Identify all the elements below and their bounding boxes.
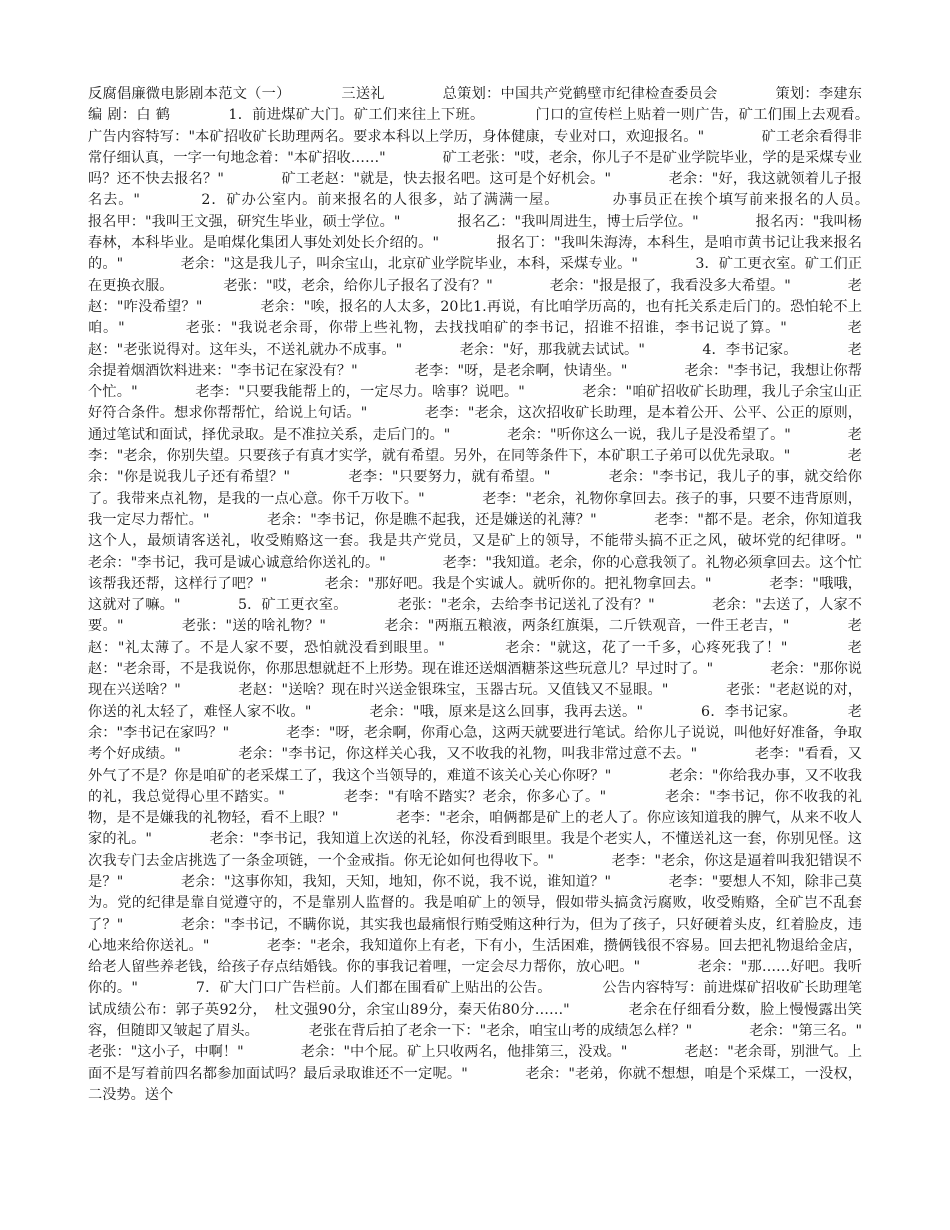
screenplay-body-text: 反腐倡廉微电影剧本范文（一） 三送礼 总策划：中国共产党鹤壁市纪律检查委员会 策划：李建东 编 剧：白 鹤 1．前进煤矿大门。矿工们来往上下班。 门口的宣传栏上贴着一则广告，矿工们围上去观看。 广告内容特写："本矿招收矿长助理两名。要求本科以上学历，身体健康，专业对口，欢迎报名。" 矿工老余看得非常仔细认真，一字一句地念着："本矿招收……" 矿工老张："哎，老余，你儿子不是矿业学院毕业，学的是采煤专业吗？还不快去报名？" 矿工老赵："就是，快去报名吧。这可是个好机会。" 老余："好，我这就领着儿子报名去。" 2．矿办公室内。前来报名的人很多，站了满满一屋。 办事员正在挨个填写前来报名的人员。 报名甲："我叫王文强，研究生毕业，硕士学位。" 报名乙："我叫周进生，博士后学位。" 报名丙："我叫杨春林，本科毕业。是咱煤化集团人事处刘处长介绍的。" 报名丁："我叫朱海涛，本科生，是咱市黄书记让我来报名的。" 老余："这是我儿子，叫余宝山，北京矿业学院毕业，本科，采煤专业。" 3．矿工更衣室。矿工们正在更换衣服。 老张："哎，老余，给你儿子报名了没有？" 老余："报是报了，我看没多大希望。" 老赵："咋没希望？" 老余："唉，报名的人太多，20比1.再说，有比咱学历高的，也有托关系走后门的。恐怕轮不上咱。" 老张："我说老余哥，你带上些礼物，去找找咱矿的李书记，招谁不招谁，李书记说了算。" 老赵："老张说得对。这年头，不送礼就办不成事。" 老余："好，那我就去试试。" 4．李书记家。 老余提着烟酒饮料进来："李书记在家没有？" 老李："呀，是老余啊，快请坐。" 老余："李书记，我想让你帮个忙。" 老李："只要我能帮上的，一定尽力。啥事？说吧。" 老余："咱矿招收矿长助理，我儿子余宝山正好符合条件。想求你帮帮忙，给说上句话。" 老李："老余，这次招收矿长助理，是本着公开、公平、公正的原则，通过笔试和面试，择优录取。是不准拉关系，走后门的。" 老余："听你这么一说，我儿子是没希望了。" 老李："老余，你别失望。只要孩子有真才实学，就有希望。另外，在同等条件下，本矿职工子弟可以优先录取。" 老余："你是说我儿子还有希望？" 老李："只要努力，就有希望。" 老余："李书记，我儿子的事，就交给你了。我带来点礼物，是我的一点心意。你千万收下。" 老李："老余，礼物你拿回去。孩子的事，只要不违背原则，我一定尽力帮忙。" 老余："李书记，你是瞧不起我，还是嫌送的礼薄？" 老李："都不是。老余，你知道我这个人，最烦请客送礼，收受贿赂这一套。我是共产党员，又是矿上的领导，不能带头搞不正之风，破坏党的纪律呀。" 老余："李书记，我可是诚心诚意给你送礼的。" 老李："我知道。老余，你的心意我领了。礼物必须拿回去。这个忙该帮我还帮，这样行了吧？" 老余："那好吧。我是个实诚人。就听你的。把礼物拿回去。" 老李："哦哦，这就对了嘛。" 5．矿工更衣室。 老张："老余，去给李书记送礼了没有？" 老余："去送了，人家不要。" 老张："送的啥礼物？" 老余："两瓶五粮液，两条红旗渠，二斤铁观音，一件王老吉，" 老赵："礼太薄了。不是人家不要，恐怕就没看到眼里。" 老余："就这，花了一千多，心疼死我了！" 老赵："老余哥，不是我说你，你那思想就赶不上形势。现在谁还送烟酒糖茶这些玩意儿？早过时了。" 老余："那你说现在兴送啥？" 老赵："送啥？现在时兴送金银珠宝，玉器古玩。又值钱又不显眼。" 老张："老赵说的对，你送的礼太轻了，难怪人家不收。" 老余："哦，原来是这么回事，我再去送。" 6．李书记家。 老余："李书记在家吗？" 老李："呀，老余啊，你甭心急，这两天就要进行笔试。给你儿子说说，叫他好好准备，争取考个好成绩。" 老余："李书记，你这样关心我，又不收我的礼物，叫我非常过意不去。" 老李："看看，又外气了不是？你是咱矿的老采煤工了，我这个当领导的，难道不该关心关心你呀？" 老余："你给我办事，又不收我的礼，我总觉得心里不踏实。" 老李："有啥不踏实？老余，你多心了。" 老余："李书记，你不收我的礼物，是不是嫌我的礼物轻，看不上眼？" 老李："老余，咱俩都是矿上的老人了。你应该知道我的脾气，从来不收人家的礼。" 老余："李书记，我知道上次送的礼轻，你没看到眼里。我是个老实人，不懂送礼这一套，你别见怪。这次我专门去金店挑选了一条金项链，一个金戒指。你无论如何也得收下。" 老李："老余，你这是逼着叫我犯错误不是？" 老余："这事你知，我知，天知，地知，你不说，我不说，谁知道？" 老李："要想人不知，除非己莫为。党的纪律是靠自觉遵守的，不是靠别人监督的。我是咱矿上的领导，假如带头搞贪污腐败，收受贿赂，全矿岂不乱套了？" 老余："李书记，不瞒你说，其实我也最痛恨行贿受贿这种行为，但为了孩子，只好硬着头皮，红着脸皮，违心地来给你送礼。" 老李："老余，我知道你上有老，下有小，生活困难，攒俩钱很不容易。回去把礼物退给金店，给老人留些养老钱，给孩子存点结婚钱。你的事我记着哩，一定会尽力帮你，放心吧。" 老余："那……好吧。我听你的。" 7．矿大门口广告栏前。人们都在围看矿上贴出的公告。 公告内容特写：前进煤矿招收矿长助理笔试成绩公布：郭子英92分， 杜文强90分，余宝山89分，秦天佑80分……" 老余在仔细看分数，脸上慢慢露出笑容，但随即又皱起了眉头。 老张在背后拍了老余一下："老余，咱宝山考的成绩怎么样？" 老余："第三名。" 老张："这小子，中啊！" 老余："中个屁。矿上只收两名，他排第三，没戏。" 老赵："老余哥，别泄气。上面不是写着前四名都参加面试吗？最后录取谁还不一定呢。" 老余："老弟，你就不想想，咱是个采煤工，一没权，二没势。送个 [88, 86, 919, 1103]
document-page [88, 84, 919, 1144]
